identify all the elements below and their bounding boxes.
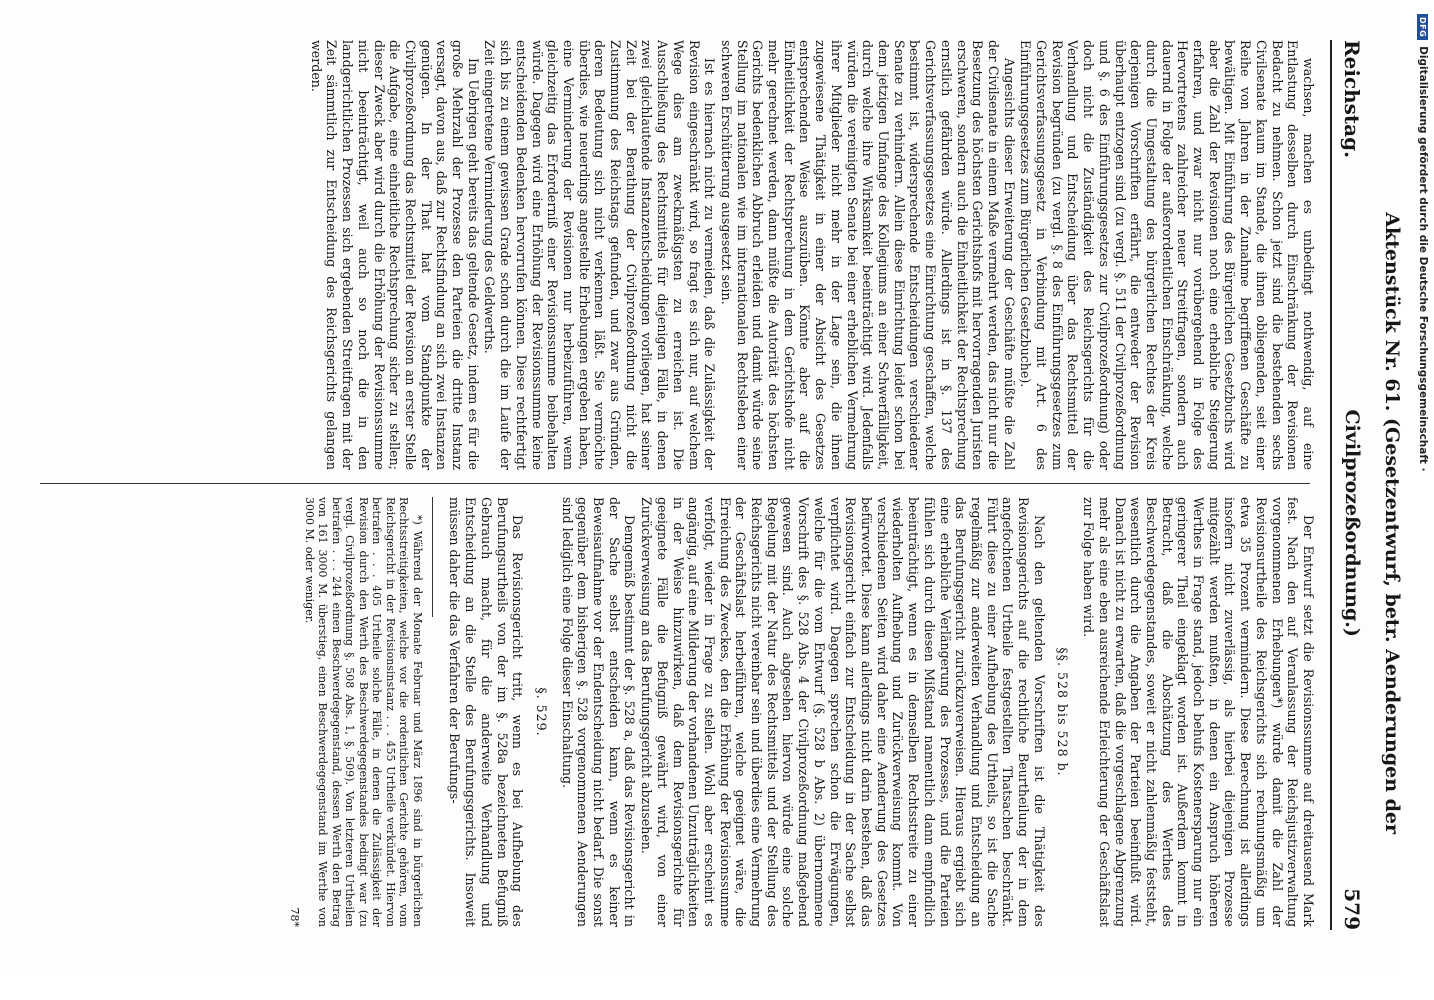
footnote-text: *) Während der Monate Februar und März 1896 sind in bürgerlichen Rechtsstreitigkeiten, welche vor die ordentlichen Gerichte gehören, vom Reichsgericht in der Revisionsinstanz . . . 455 Urtheile verkündet. Hiervon betrafen . . . 405 Urtheile solche Fälle, in denen die Zulässigkeit der Revision durch den Werth des Beschwerdegegenstandes bedingt war (zu vergl. Civilprozeßordnung §. 508 Abs. 1, §. 509). Von letzteren Urtheilen betrafen . . . 244 einen Beschwerdegegenstand, dessen Werth den Betrag von 161 3000 M. überstieg, einen Beschwerdegegenstand im Werthe von 3000 M. oder weniger. <box>302 497 424 927</box>
paragraph: wachsen, machen es unbedingt nothwendig, auf eine Entlastung desselben durch Einschränkung der Revisionen Bedacht zu nehmen. Schon jetzt sind die bestehenden sechs Civilsenate kaum im Stande, die ihnen obliegenden, seit einer Reihe von Jahren in der Zunahme begriffenen Geschäfte zu bewältigen. Mit Einführung des Bürgerlichen Gesetzbuchs wird aber die Zahl der Revisionen noch eine erhebliche Steigerung erfahren, und zwar nicht nur vorübergehend in Folge des Hervortretens zahlreicher neuer Streitfragen, sondern auch dauernd in Folge der außerordentlichen Einschränkung, welche durch die Umgestaltung des bürgerlichen Rechtes der Kreis derjenigen Vorschriften erfährt, die entweder der Revision überhaupt entzogen sind (zu vergl. §. 511 der Civilprozeßordnung und §. 6 des Einführungsgesetzes zur Civilprozeßordnung) oder doch nicht die Zuständigkeit des Reichsgerichts für die Verhandlung und Entscheidung über das Rechtsmittel der Revision begründen (zu vergl. §. 8 des Einführungsgesetzes zum Gerichtsverfassungsgesetz in Verbindung mit Art. 6 des Einführungsgesetzes zum Bürgerlichen Gesetzbuche). <box>1018 40 1316 470</box>
page-number: 579 <box>1340 888 1364 930</box>
right-column <box>26 497 1316 927</box>
header-left: Reichstag. <box>1340 40 1364 159</box>
digitization-credit <box>1412 0 1434 1000</box>
running-header <box>1330 40 1403 930</box>
paragraph: Angesichts dieser Erweiterung der Geschäfte müßte die Zahl der Civilsenate in einem Maße vermehrt werden, das nicht nur die Besetzung des höchsten Gerichtshofs mit hervorragenden Juristen erschweren, sondern auch die Einheitlichkeit der Rechtsprechung ernstlich gefährden würde. Allerdings ist in §. 137 des Gerichtsverfassungsgesetzes eine Einrichtung geschaffen, welche bestimmt ist, widersprechende Entscheidungen verschiedener Senate zu verhindern. Allein diese Einrichtung leidet schon bei dem jetzigen Umfange des Kollegiums an einer Schwerfälligkeit, durch welche ihre Wirksamkeit beeinträchtigt wird. Jedenfalls würden die vereinigten Senate bei einer erheblichen Vermehrung ihrer Mitglieder nicht mehr in der Lage sein, die ihnen zugewiesene Thätigkeit in einer der Absicht des Gesetzes entsprechenden Weise auszuüben. Könnte aber auf die Einheitlichkeit der Rechtsprechung in dem Gerichtshofe nicht mehr gerechnet werden, dann müßte die Autorität des höchsten Gerichts bedenklichen Abbruch erleiden und damit würde seine Stellung im nationalen wie im internationalen Rechtsleben einer schweren Erschütterung ausgesetzt sein. <box>718 40 1017 470</box>
section-heading: §. 529. <box>533 687 549 737</box>
paragraph: Das Revisionsgericht tritt, wenn es bei Aufhebung des Berufungsurtheils von der im §. 528a bezeichneten Befugniß Gebrauch macht, für die anderweite Verhandlung und Entscheidung an die Stelle des Berufungsgerichts. Insoweit müssen daher die das Verfahren der Berufungs- <box>447 497 526 927</box>
signature-mark: 78* <box>288 907 302 927</box>
section-heading: §§. 528 bis 528 b. <box>1055 647 1071 777</box>
dfg-logo: DFG <box>1418 14 1429 40</box>
column-divider <box>40 483 1310 484</box>
footnote-rule <box>432 497 433 617</box>
paragraph: Im Uebrigen geht bereits das geltende Gesetz, indem es für die große Mehrzahl der Prozesse den Parteien die dritte Instanz versagt, davon aus, daß zur Rechtsfindung an sich zwei Instanzen genügen. In der That hat vom Standpunkte der Civilprozeßordnung das Rechtsmittel der Revision an erster Stelle die Aufgabe, eine einheitliche Rechtsprechung sicher zu stellen; dieser Zweck aber wird durch die Erhöhung der Revisionssumme nicht beeinträchtigt, weil auch so noch die in den landgerichtlichen Prozessen sich ergebenden Streitfragen mit der Zeit sämmtlich zur Entscheidung des Reichsgerichts gelangen werden. <box>308 40 481 470</box>
paragraph: Demgemäß bestimmt der §. 528 a, daß das Revisionsgericht in der Sache selbst entscheiden kann, wenn es keiner Beweisaufnahme vor der Endentscheidung nicht bedarf. Die sonst gegenüber dem bisherigen §. 528 vorgenommenen Aenderungen sind lediglich eine Folge dieser Einschaltung. <box>559 497 638 927</box>
left-column <box>26 40 1316 470</box>
footnote <box>288 497 424 927</box>
paragraph: Ist es hiernach nicht zu vermeiden, daß die Zulässigkeit der Revision eingeschränkt wird, so fragt es sich nur, auf welchem Wege dies am zweckmäßigsten zu erreichen ist. Die Ausschließung des Rechtsmittels für diejenigen Fälle, in denen zwei gleichlautende Instanzentscheidungen vorliegen, hat seiner Zeit bei der Berathung der Civilprozeßordnung nicht die Zustimmung des Reichstags gefunden, und zwar aus Gründen, deren Bedeutung sich nicht verkennen läßt. Sie vermöchte überdies, wie neuerdings angestellte Erhebungen ergeben haben, eine Verminderung der Revisionen nur herbeizuführen, wenn gleichzeitig das Erforderniß einer Revisionssumme beibehalten würde. Dagegen wird eine Erhöhung der Revisionssumme keine entscheidenden Bedenken hervorrufen können. Diese rechtfertigt sich bis zu einem gewissen Grade schon durch die im Laufe der Zeit eingetretene Verminderung des Geldwerths. <box>482 40 718 470</box>
paragraph: Der Entwurf setzt die Revisionssumme auf dreitausend Mark fest. Nach den auf Veranlassung der Reichsjustizverwaltung vorgenommenen Erhebungen*) würde damit die Zahl der Revisionsurtheile des Reichsgerichts sich rechnungsmäßig um etwa 35 Prozent vermindern. Diese Berechnung ist allerdings insofern nicht zuverlässig, als hierbei diejenigen Prozesse mitgezählt werden mußten, in denen ein Anspruch höheren Werthes in Frage stand, jedoch behufs Kostenersparung nur ein geringerer Theil eingeklagt worden ist. Außerdem kommt in Betracht, daß die Abschätzung des Werthes des Beschwerdegegenstandes, soweit er nicht zahlenmäßig feststeht, wesentlich durch die Angaben der Parteien beeinflußt wird. Danach ist nicht zu erwarten, daß die vorgeschlagene Abgrenzung mehr als eine eben ausreichende Erleichterung der Geschäftslast zur Folge haben wird. <box>1081 497 1316 927</box>
header-title: Aktenstück Nr. 61. (Gesetzentwurf, betr. Aenderungen der Civilprozeßordnung.) <box>1341 212 1403 835</box>
paragraph: Nach den geltenden Vorschriften ist die Thätigkeit des Revisionsgerichts auf die rechtliche Beurtheilung der in dem angefochtenen Urtheile festgestellten Thatsachen beschränkt. Führt diese zu einer Aufhebung des Urtheils, so ist die Sache regelmäßig zur anderweiten Verhandlung und Entscheidung an das Berufungsgericht zurückzuverweisen. Hieraus ergiebt sich eine erhebliche Verlängerung des Prozesses, und die Parteien fühlen sich durch diesen Mißstand namentlich dann empfindlich beeinträchtigt, wenn es in demselben Rechtsstreite zu einer wiederholten Aufhebung und Zurückverweisung kommt. Von verschiedenen Seiten wird daher eine Aenderung des Gesetzes befürwortet. Diese kann allerdings nicht darin bestehen, daß das Revisionsgericht einfach zur Entscheidung in der Sache selbst verpflichtet wird. Dagegen sprechen schon die Erwägungen, welche für die vom Entwurf (§. 528 b Abs. 2) übernommene Vorschrift des §. 528 Abs. 4 der Civilprozeßordnung maßgebend gewesen sind. Auch abgesehen hiervon würde eine solche Regelung mit der Natur des Rechtsmittels und der Stellung des Reichsgerichts nicht vereinbar sein und überdies eine Vermehrung der Geschäftslast herbeiführen, welche geeignet wäre, die Erreichung des Zweckes, den die Erhöhung der Revisionssumme verfolgt, wieder in Frage zu stellen. Wohl aber erscheint es angängig, auf eine Milderung der vorhandenen Unzuträglichkeiten in der Weise hinzuwirken, daß dem Revisionsgerichte für geeignete Fälle die Befugniß gewährt wird, von einer Zurückverweisung an das Berufungsgericht abzusehen. <box>639 497 1047 927</box>
credit-text: Digitalisierung gefördert durch die Deutsche Forschungsgemeinschaft · <box>1417 46 1429 472</box>
